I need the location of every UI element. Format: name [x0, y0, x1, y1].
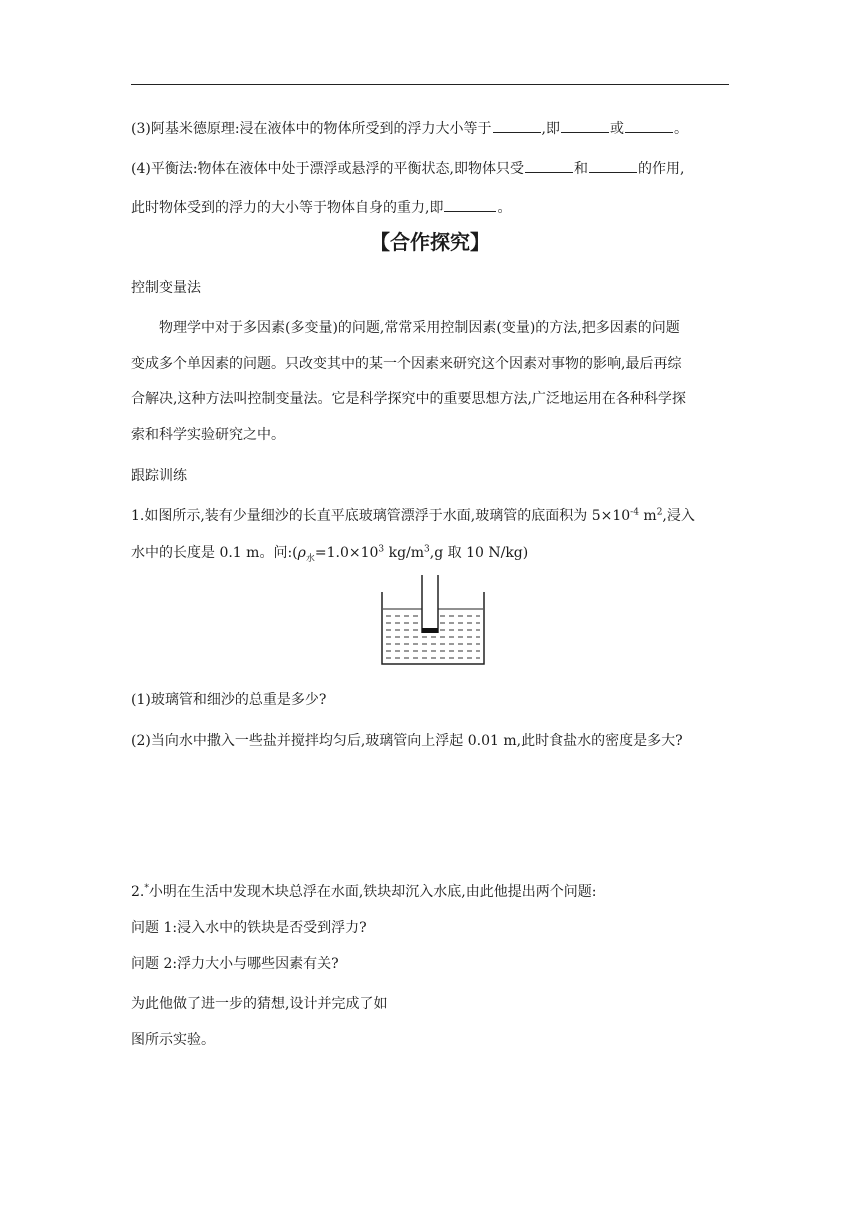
method-3-end: 。 — [674, 121, 688, 137]
rho-subscript: 水 — [305, 553, 315, 564]
method-4-end: 的作用, — [638, 161, 685, 177]
header-rule — [131, 84, 729, 85]
fill-blank[interactable] — [493, 118, 541, 133]
method-4-line2-end: 。 — [497, 200, 512, 216]
density-unit-exponent: 3 — [424, 544, 430, 555]
q1-unit: m — [638, 508, 657, 524]
method-4-prefix: (4)平衡法:物体在液体中处于漂浮或悬浮的平衡状态,即物体只受 — [131, 161, 524, 177]
q2-intro-text: 小明在生活中发现木块总浮在水面,铁块却沉入水底,由此他提出两个问题: — [148, 884, 597, 900]
method-4-line2-prefix: 此时物体受到的浮力的大小等于物体自身的重力,即 — [131, 200, 444, 216]
q1-sub-1: (1)玻璃管和细沙的总重是多少? — [131, 692, 327, 708]
q1-line2-text: 水中的长度是 0.1 m。问:( — [131, 545, 298, 561]
method-3-mid2: 或 — [610, 121, 624, 137]
gravity-text: ,g 取 10 N/kg) — [429, 545, 529, 561]
method-4-line — [131, 158, 684, 179]
training-title: 跟踪训练 — [131, 468, 187, 484]
paragraph-line-2: 变成多个单因素的问题。只改变其中的某一个因素来研究这个因素对事物的影响,最后再综 — [131, 356, 682, 372]
rho-symbol: ρ — [297, 545, 306, 561]
method-3-line — [131, 118, 688, 139]
fill-blank[interactable] — [625, 118, 673, 133]
q2-question-1: 问题 1:浸入水中的铁块是否受到浮力? — [131, 920, 367, 936]
q2-intro — [131, 882, 596, 902]
beaker-illustration — [378, 572, 488, 668]
q2-star: * — [144, 883, 149, 894]
q1-exponent: -4 — [630, 507, 639, 518]
sand — [422, 628, 438, 633]
paragraph-line-3: 合解决,这种方法叫控制变量法。它是科学探究中的重要思想方法,广泛地运用在各种科学探 — [131, 391, 686, 407]
fill-blank[interactable] — [589, 158, 637, 173]
section-heading: 【合作探究】 — [370, 230, 490, 254]
q2-question-2: 问题 2:浮力大小与哪些因素有关? — [131, 956, 339, 972]
q2-number: 2. — [131, 884, 145, 900]
q1-text-end: ,浸入 — [662, 508, 695, 524]
fill-blank[interactable] — [561, 118, 609, 133]
fill-blank[interactable] — [444, 197, 496, 212]
density-unit: kg/m — [384, 545, 425, 561]
tube-interior — [422, 575, 438, 631]
q1-sub-2: (2)当向水中撒入一些盐并搅拌均匀后,玻璃管向上浮起 0.01 m,此时食盐水的密度是多大? — [131, 733, 683, 749]
q2-line-b: 图所示实验。 — [131, 1032, 215, 1048]
q1-line-1 — [131, 506, 695, 526]
q1-text: 1.如图所示,装有少量细沙的长直平底玻璃管漂浮于水面,玻璃管的底面积为 5×10 — [131, 508, 631, 524]
q1-line-2 — [131, 543, 528, 563]
paragraph-line-1: 物理学中对于多因素(多变量)的问题,常常采用控制因素(变量)的方法,把多因素的问题 — [159, 320, 680, 336]
density-exponent: 3 — [378, 544, 385, 555]
floating-tube-figure — [378, 572, 488, 672]
method-4-line-2 — [131, 197, 511, 218]
method-3-mid1: ,即 — [541, 121, 560, 137]
density-value: =1.0×10 — [314, 545, 379, 561]
fill-blank[interactable] — [525, 158, 573, 173]
method-title: 控制变量法 — [131, 280, 201, 296]
q2-line-a: 为此他做了进一步的猜想,设计并完成了如 — [131, 996, 388, 1012]
method-4-mid1: 和 — [574, 161, 588, 177]
paragraph-line-4: 索和科学实验研究之中。 — [131, 427, 285, 443]
method-3-prefix: (3)阿基米德原理:浸在液体中的物体所受到的浮力大小等于 — [131, 121, 492, 137]
q1-unit-exponent: 2 — [656, 507, 663, 518]
